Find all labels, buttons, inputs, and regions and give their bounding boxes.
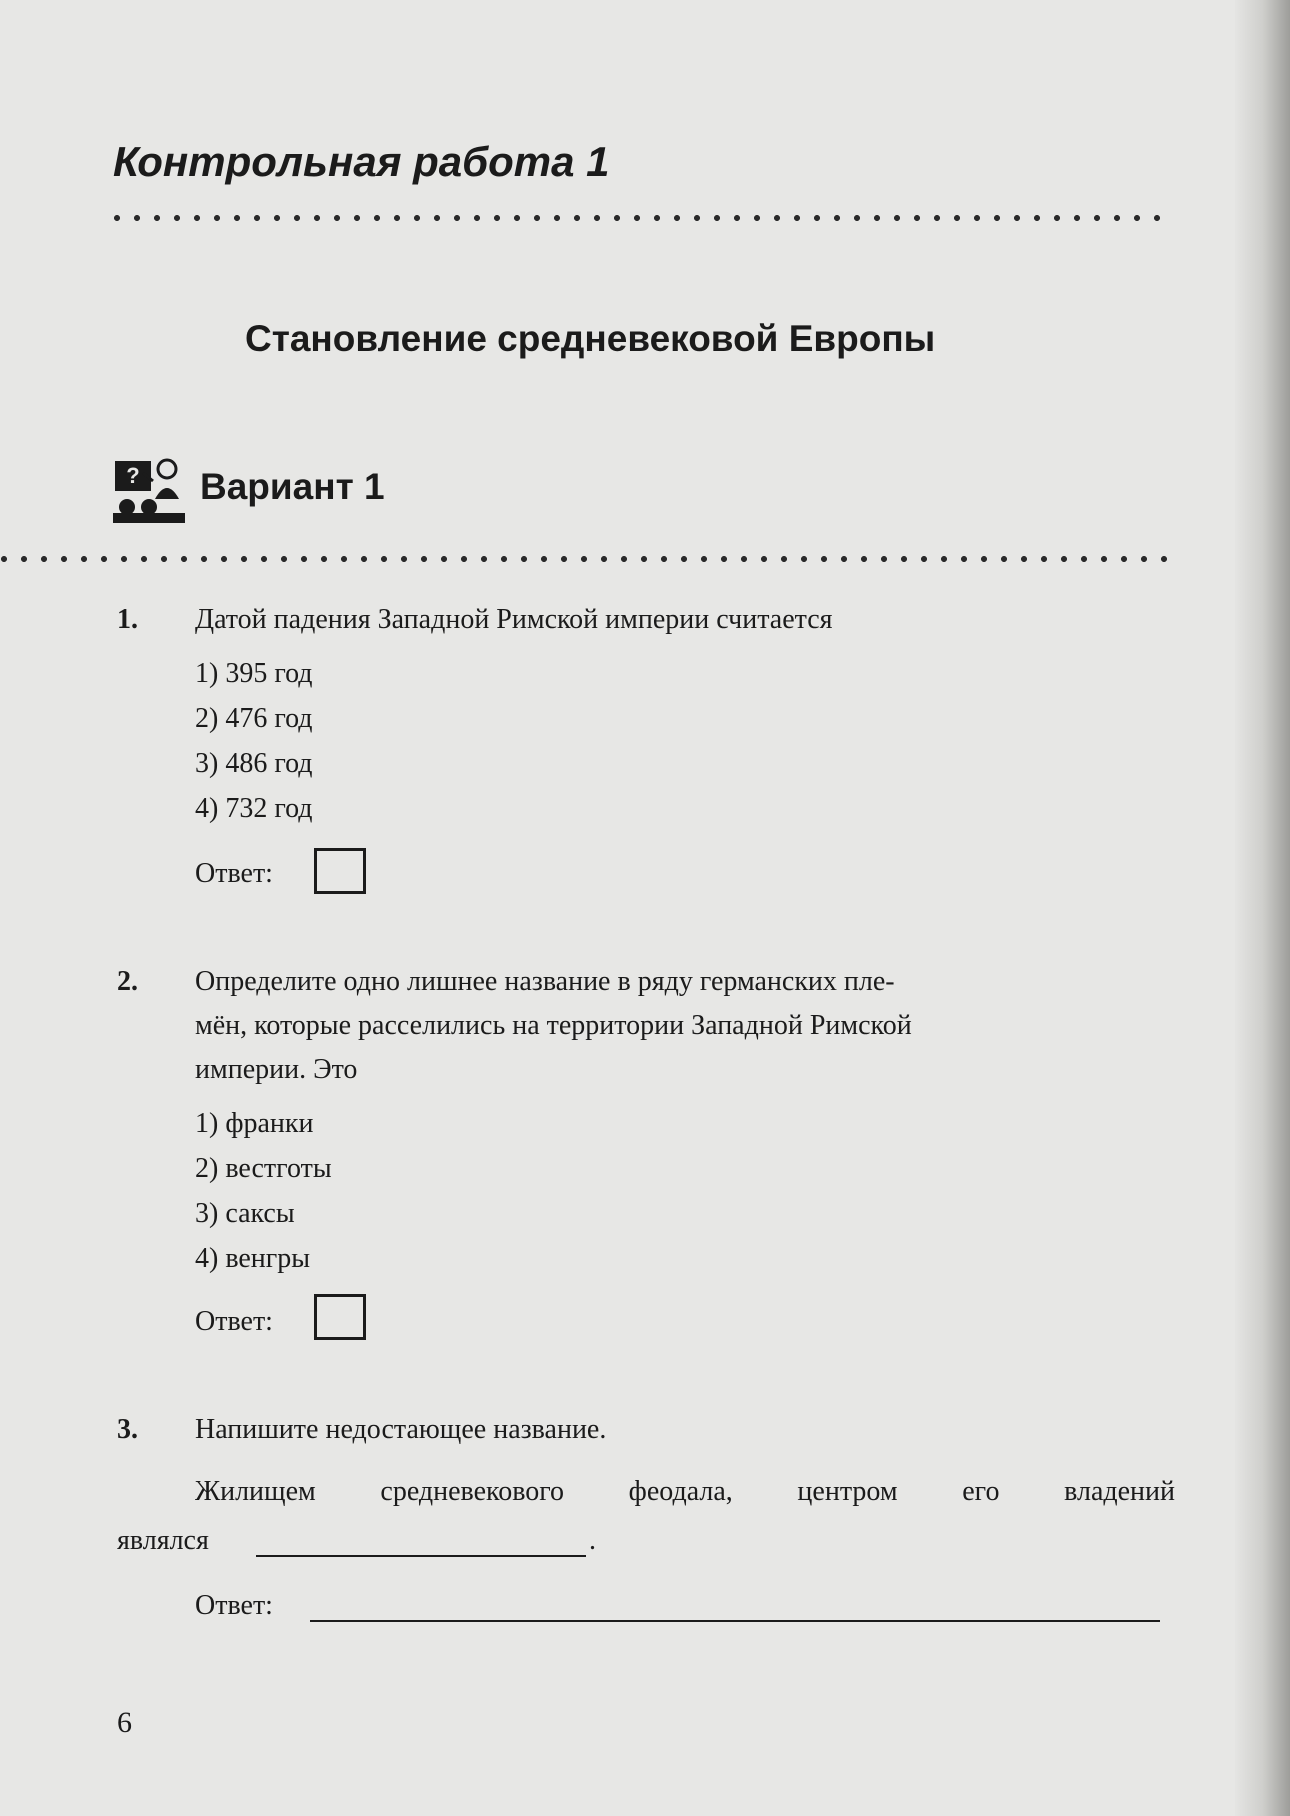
question-3-answer-line[interactable]: [310, 1620, 1160, 1622]
question-1-option: 4) 732 год: [195, 793, 313, 824]
teacher-with-students-icon: [113, 455, 191, 525]
svg-text:?: ?: [126, 463, 140, 488]
page-title: Контрольная работа 1: [113, 138, 610, 185]
question-3-text: Жилищем средневекового феодала, центром его владений: [195, 1476, 1175, 1507]
question-2-option: 4) венгры: [195, 1243, 311, 1274]
question-2-prompt-line: Определите одно лишнее название в ряду германских пле-: [195, 966, 895, 997]
question-1-option: 3) 486 год: [195, 748, 313, 779]
question-2-answer-label: Ответ:: [195, 1306, 273, 1337]
question-2-option: 3) саксы: [195, 1198, 295, 1229]
question-2-number: 2.: [117, 966, 138, 997]
question-3-text-end: являлся: [117, 1525, 209, 1556]
question-1-option: 2) 476 год: [195, 703, 313, 734]
question-2-prompt-line: мён, которые расселились на территории Западной Римской: [195, 1010, 912, 1041]
question-3-number: 3.: [117, 1414, 138, 1445]
question-2-answer-box[interactable]: [314, 1294, 366, 1340]
question-2-prompt-line: империи. Это: [195, 1054, 358, 1085]
question-2-option: 1) франки: [195, 1108, 314, 1139]
page-number: 6: [117, 1706, 132, 1739]
question-1-answer-box[interactable]: [314, 848, 366, 894]
question-3-period: .: [589, 1525, 596, 1556]
question-3-answer-label: Ответ:: [195, 1590, 273, 1621]
question-3-blank-line[interactable]: [256, 1555, 586, 1557]
book-spine-shadow: [1235, 0, 1290, 1816]
question-1-number: 1.: [117, 604, 138, 635]
dotted-divider: [113, 214, 1173, 222]
question-1-answer-label: Ответ:: [195, 858, 273, 889]
variant-title: Вариант 1: [200, 466, 385, 507]
question-2-option: 2) вестготы: [195, 1153, 332, 1184]
dotted-divider: [0, 555, 1180, 563]
section-title: Становление средневековой Европы: [245, 318, 936, 359]
question-1-option: 1) 395 год: [195, 658, 313, 689]
question-3-prompt: Напишите недостающее название.: [195, 1414, 607, 1445]
question-1-prompt: Датой падения Западной Римской империи считается: [195, 604, 833, 635]
